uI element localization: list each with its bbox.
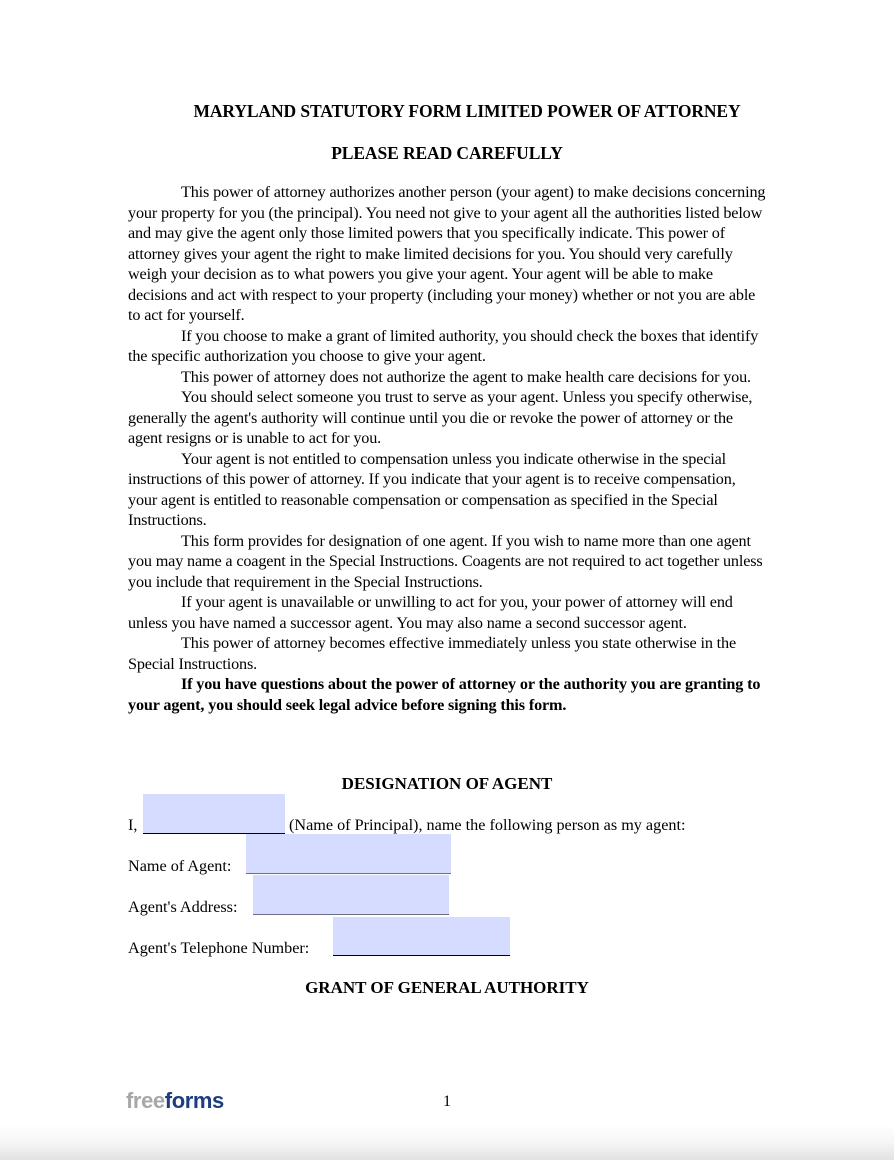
agent-address-row: [128, 898, 237, 917]
legal-advice-warning: If you have questions about the power of attorney or the authority you are granting to your agent, you should seek legal advice before signing this form.: [128, 675, 761, 714]
paragraph-5: Your agent is not entitled to compensation unless you indicate otherwise in the special instructions of this power of attorney. If you indicate that your agent is to receive compensation, your agent is entitled to reasonable compensation or compensation as specified in the Special Instructions.: [128, 449, 736, 529]
instructions-body: [128, 182, 768, 715]
principal-name-field[interactable]: [143, 794, 285, 834]
general-authority-heading: GRANT OF GENERAL AUTHORITY: [305, 978, 589, 997]
paragraph-7: If your agent is unavailable or unwilling to act for you, your power of attorney will end unless you have named a successor agent. You may also name a second successor agent.: [128, 593, 733, 632]
agent-name-label: Name of Agent:: [128, 857, 232, 875]
principal-suffix: (Name of Principal), name the following person as my agent:: [289, 816, 686, 834]
paragraph-3: This power of attorney does not authorize the agent to make health care decisions for you.: [181, 367, 751, 386]
paragraph-8: This power of attorney becomes effective immediately unless you state otherwise in the Special Instructions.: [128, 634, 736, 673]
document-title: MARYLAND STATUTORY FORM LIMITED POWER OF ATTORNEY: [193, 101, 741, 121]
agent-phone-label: Agent's Telephone Number:: [128, 939, 310, 957]
freeforms-logo: [126, 1088, 224, 1114]
agent-phone-field[interactable]: [333, 917, 510, 956]
agent-name-field[interactable]: [246, 834, 451, 874]
designation-heading: DESIGNATION OF AGENT: [341, 774, 553, 793]
paragraph-2: If you choose to make a grant of limited authority, you should check the boxes that identify the specific authorization you choose to give your agent.: [128, 326, 759, 365]
agent-name-row: [128, 857, 231, 876]
paragraph-4: You should select someone you trust to serve as your agent. Unless you specify otherwise, generally the agent's authority will continue until you die or revoke the power of attorney or the agent resigns or is unable to act for you.: [128, 388, 753, 447]
paragraph-1: This power of attorney authorizes another person (your agent) to make decisions concerning your property for you (the principal). You need not give to your agent all the authorities listed below and may give the agent only those limited powers that you specifically indicate. This power of attorney gives your agent the right to make limited decisions for you. You should very carefully weigh your decision as to what powers you give your agent. Your agent will be able to make decisions and act with respect to your property (including your money) whether or not you are able to act for yourself.: [128, 183, 766, 324]
page-bottom-shadow: [0, 1125, 894, 1160]
paragraph-6: This form provides for designation of one agent. If you wish to name more than one agent you may name a coagent in the Special Instructions. Coagents are not required to act together unless you include that requirement in the Special Instructions.: [128, 531, 763, 591]
logo-free-text: free: [126, 1088, 165, 1113]
logo-forms-text: forms: [164, 1088, 224, 1113]
document-subtitle: PLEASE READ CAREFULLY: [331, 143, 563, 163]
page-number: 1: [443, 1093, 451, 1110]
agent-phone-row: [128, 939, 309, 958]
agent-address-label: Agent's Address:: [128, 898, 238, 916]
principal-suffix-row: [289, 816, 685, 835]
principal-prefix: I,: [128, 816, 138, 834]
agent-address-field[interactable]: [253, 875, 449, 915]
principal-row: [128, 816, 137, 835]
